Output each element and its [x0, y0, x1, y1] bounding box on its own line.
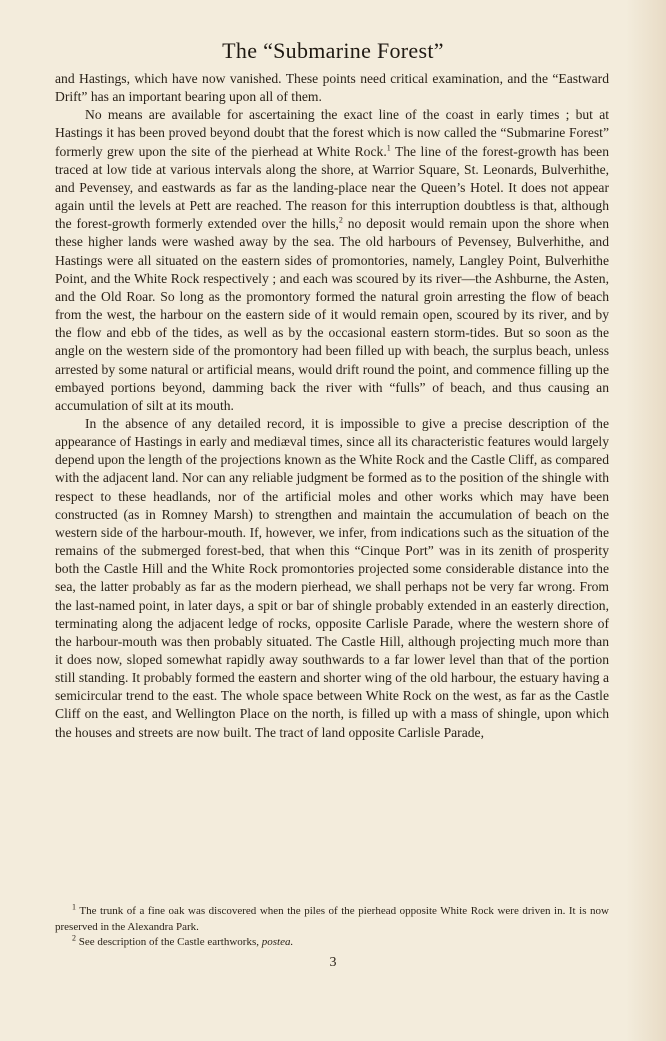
footnote-ref-2: 2 — [338, 215, 343, 225]
paragraph-continued: and Hastings, which have now vanished. These points need critical examination, and the “Eastward Drift” has an important bearing upon all of them. — [55, 71, 609, 105]
page-edge-shading — [626, 0, 666, 1041]
paragraph-medieval-hastings: In the absence of any detailed record, it is impossible to give a precise description of the appearance of Hastings in early and mediæval times, since all its characteristic features would largely depend upon the length of the projections known as the White Rock and the Castle Cliff, as compared with the adjacent land. Nor can any reliable judgment be formed as to the position of the shingle with respect to these headlands, nor of the artificial moles and other works which may have been constructed (as in Romney Marsh) to strengthen and maintain the accumulation of beach on the western side of the harbour-mouth. If, however, we infer, from indications such as the situation of the remains of the submerged forest-bed, that when this “Cinque Port” was in its zenith of prosperity both the Castle Hill and the White Rock promontories projected some considerable distance into the sea, the latter probably as far as the modern pierhead, we shall perhaps not be very far wrong. From the last-named point, in later days, a spit or bar of shingle probably extended in an easterly direction, terminating along the adjacent ledge of rocks, opposite Carlisle Parade, where the western shore of the harbour-mouth was then probably situated. The Castle Hill, although projecting much more than it does now, sloped somewhat rapidly away southwards to a far lower level than that of the portion still standing. It probably formed the eastern and shorter wing of the old harbour, the estuary having a semicircular trend to the east. The whole space between White Rock on the west, as far as the Castle Cliff on the east, and Wellington Place on the north, is filled up with a mass of shingle, upon which the houses and streets are now built. The tract of land opposite Carlisle Parade, — [55, 415, 609, 740]
footnote-2 — [55, 935, 609, 951]
body-text — [55, 70, 609, 742]
paragraph-text: no deposit would remain upon the shore when these higher lands were washed away by the sea. The old harbours of Pevensey, Bulverhithe, and Hastings were all situated on the eastern sides of promontories, namely, Langley Point, Bulverhithe Point, and the White Rock respectively ; and each was scoured by its river—the Ashburne, the Asten, and the Old Roar. So long as the promontory formed the natural groin arresting the flow of beach from the west, the harbour on the eastern side of it would remain open, scoured by its river, and by the flow and ebb of the tides, as well as by the occasional eastern storm-tides. But so soon as the angle on the western side of the promontory had been filled up with beach, the surplus beach, unless arrested by some natural or artificial means, would drift round the point, and commence filling up the embayed portions beyond, damming back the river with “fulls” of beach, and thus causing an accumulation of silt at its mouth. — [55, 216, 609, 413]
footnote-marker: 2 — [72, 933, 76, 943]
footnote-ref-1: 1 — [386, 143, 391, 153]
page-title: The “Submarine Forest” — [222, 38, 444, 63]
footnote-1 — [55, 904, 609, 935]
paragraph-text: No means are available for ascertaining the exact line of the coast in early times ; but at Hastings it has been proved beyond doubt that the forest which is now called the “Submarine Forest” formerly grew upon the site of the pierhead at White Rock. — [55, 107, 609, 159]
footnote-italic-text: postea. — [261, 936, 294, 948]
paragraph-submarine-forest — [55, 106, 609, 415]
footnotes — [55, 904, 609, 951]
footnote-text: The trunk of a fine oak was discovered when the piles of the pierhead opposite White Rock were driven in. It is now preserved in the Alexandra Park. — [55, 905, 609, 933]
paragraph-text: The line of the forest-growth has been traced at low tide at various intervals along the shore, at Warrior Square, St. Leonards, Bulverhithe, and Pevensey, and eastwards as far as the landing-place near the Queen’s Hotel. It does not appear again until the levels at Pett are reached. The reason for this interruption doubtless is that, although the forest-growth formerly extended over the hills, — [55, 143, 609, 232]
page-number: 3 — [329, 955, 337, 970]
footnote-marker: 1 — [72, 902, 76, 912]
footnote-text: See description of the Castle earthworks, — [76, 936, 262, 948]
